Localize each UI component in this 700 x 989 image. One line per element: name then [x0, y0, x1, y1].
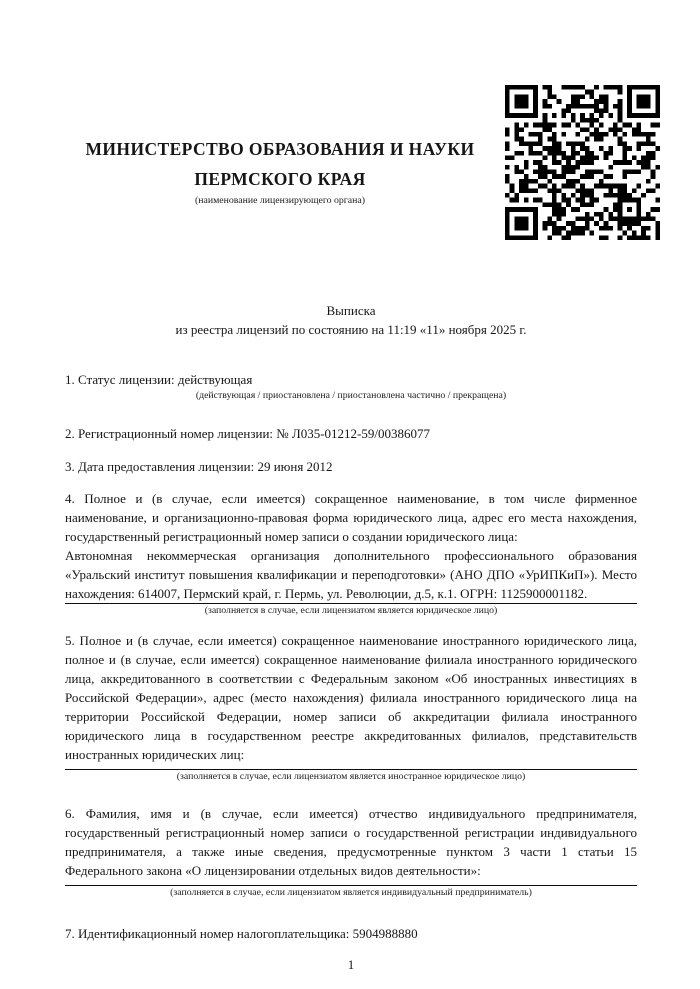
licensing-authority-header	[65, 134, 495, 208]
item-license-status-caption: (действующая / приостановлена / приостановлена частично / прекращена)	[195, 390, 507, 401]
ministry-name	[65, 134, 495, 194]
item-individual-entrepreneur-label: 6. Фамилия, имя и (в случае, если имеется) отчество индивидуального предпринимателя, государственный регистрационный номер записи о государственной регистрации индивидуального предпринимателя, а также иные сведения, предусмотренные пунктом 3 части 1 статьи 15 Федерального закона «О лицензировании отдельных видов деятельности»:	[65, 806, 637, 878]
item-taxpayer-number: 7. Идентификационный номер налогоплательщика: 5904988880	[65, 926, 418, 941]
item-registration-number: 2. Регистрационный номер лицензии: № Л035-01212-59/00386077	[65, 426, 431, 441]
item-legal-entity-label: 4. Полное и (в случае, если имеется) сокращенное наименование, в том числе фирменное наименование, и организационно-правовая форма юридического лица, адрес его места нахождения, государственный регистрационный номер записи о создании юридического лица:	[65, 491, 637, 544]
document-title-line1: Выписка	[326, 303, 376, 318]
item-legal-entity-caption: (заполняется в случае, если лицензиатом является юридическое лицо)	[204, 605, 498, 616]
page-number: 1	[347, 957, 355, 972]
item-grant-date: 3. Дата предоставления лицензии: 29 июня 2012	[65, 459, 333, 474]
item-foreign-entity-caption: (заполняется в случае, если лицензиатом является иностранное юридическое лицо)	[176, 771, 526, 782]
item-individual-entrepreneur-caption: (заполняется в случае, если лицензиатом является индивидуальный предприниматель)	[170, 887, 532, 898]
document-title-line2: из реестра лицензий по состоянию на 11:19 «11» ноября 2025 г.	[175, 322, 527, 337]
item-legal-entity-value: Автономная некоммерческая организация дополнительного профессионального образования «Уральский институт повышения квалификации и переподготовки» (АНО ДПО «УрИПКиП»). Место нахождения: 614007, Пермский край, г. Пермь, ул. Революции, д.5, к.1. ОГРН: 1125900001182.	[65, 548, 637, 601]
document-title	[65, 301, 637, 339]
licensing-authority-caption: (наименование лицензирующего органа)	[194, 195, 365, 206]
qr-code-icon	[505, 85, 660, 240]
ministry-name-line1: МИНИСТЕРСТВО ОБРАЗОВАНИЯ И НАУКИ	[85, 139, 475, 159]
item-license-status: 1. Статус лицензии: действующая	[65, 372, 253, 387]
item-foreign-entity-label: 5. Полное и (в случае, если имеется) сокращенное наименование иностранного юридического лица, полное и (в случае, если имеется) сокращенное наименование филиала иностранного юридического лица, аккредитованного в соответствии с Федеральным законом «Об иностранных инвестициях в Российской Федерации», адрес (место нахождения) филиала иностранного юридического лица на территории Российской Федерации, номер записи об аккредитации филиала иностранного юридического лица в государственном реестре аккредитованных филиалов, представительств иностранных юридических лиц:	[65, 633, 637, 762]
ministry-name-line2: ПЕРМСКОГО КРАЯ	[194, 169, 366, 189]
